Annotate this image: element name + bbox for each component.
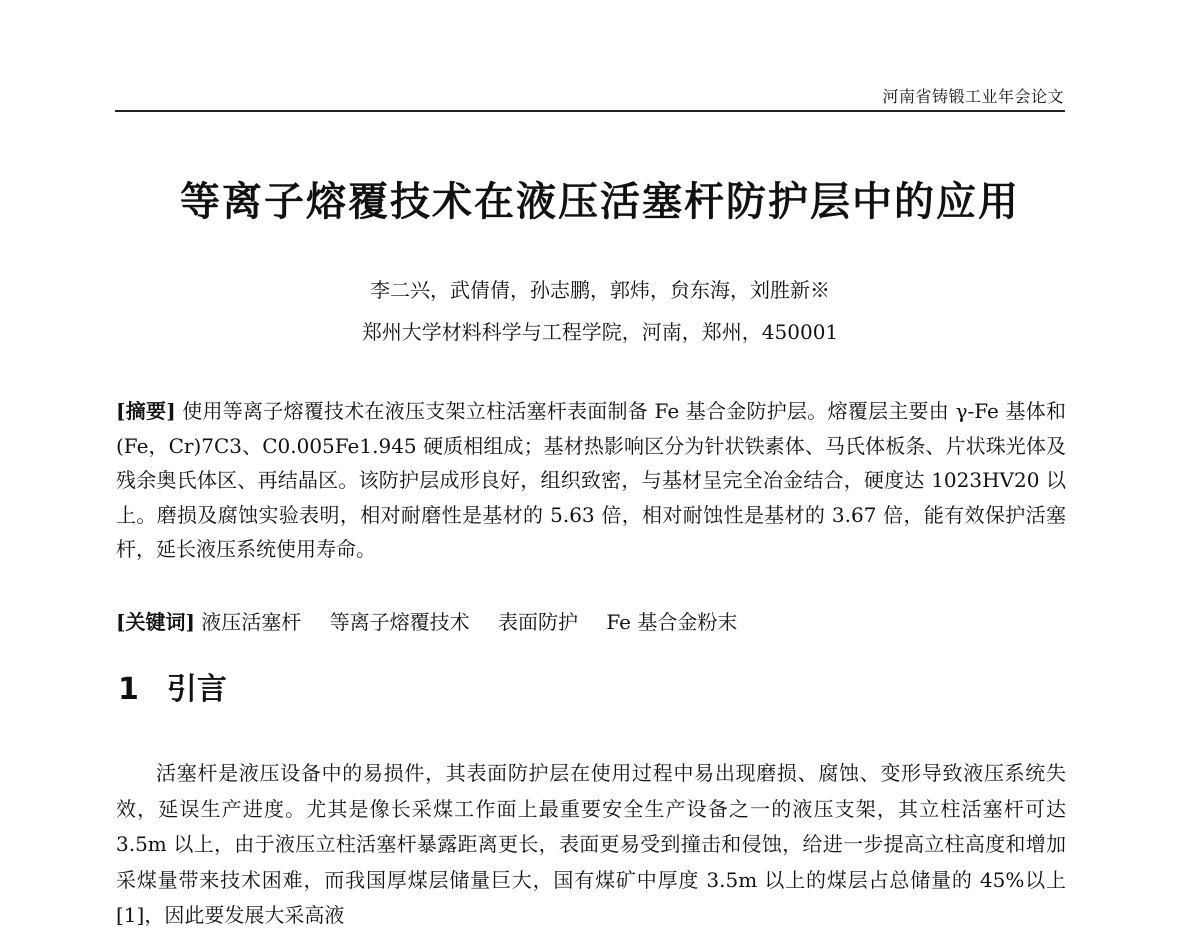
running-header: 河南省铸锻工业年会论文 (882, 87, 1064, 106)
keyword: 表面防护 (498, 610, 579, 634)
body-paragraph: 活塞杆是液压设备中的易损件，其表面防护层在使用过程中易出现磨损、腐蚀、变形导致液压系统失效，延误生产进度。尤其是像长采煤工作面上最重要安全生产设备之一的液压支架，其立柱活塞杆可达 3.5m 以上，由于液压立柱活塞杆暴露距离更长，表面更易受到撞击和侵蚀，给进一步提高立柱高度和增加采煤量带来技术困难，而我国厚煤层储量巨大，国有煤矿中厚度 3.5m 以上的煤层占总储量的 45%以上[1]，因此要发展大采高液 (116, 761, 1066, 927)
header-rule (115, 110, 1065, 112)
keyword: 液压活塞杆 (201, 610, 302, 634)
abstract-label: [摘要] (116, 399, 176, 423)
affiliation: 郑州大学材料科学与工程学院，河南，郑州，450001 (361, 320, 839, 344)
abstract-text: 使用等离子熔覆技术在液压支架立柱活塞杆表面制备 Fe 基合金防护层。熔覆层主要由 γ-Fe 基体和 (Fe，Cr)7C3、C0.005Fe1.945 硬质相组成；基材热影响区分为针状铁素体、马氏体板条、片状珠光体及残余奥氏体区、再结晶区。该防护层成形良好，组织致密，与基材呈完全冶金结合，硬度达 1023HV20 以上。磨损及腐蚀实验表明，相对耐磨性是基材的 5.63 倍，相对耐蚀性是基材的 3.67 倍，能有效保护活塞杆，延长液压系统使用寿命。 (116, 399, 1066, 561)
keyword: Fe 基合金粉末 (606, 610, 738, 634)
keywords (116, 606, 1066, 635)
section-title: 引言 (166, 672, 227, 707)
keyword: 等离子熔覆技术 (329, 610, 470, 634)
keywords-label: [关键词] (116, 610, 195, 634)
abstract (116, 394, 1066, 567)
author-list: 李二兴，武倩倩，孙志鹏，郭炜，贠东海，刘胜新※ (370, 278, 830, 302)
section-number: 1 (118, 672, 139, 707)
section-heading (118, 664, 227, 708)
paper-title: 等离子熔覆技术在液压活塞杆防护层中的应用 (180, 179, 1020, 225)
